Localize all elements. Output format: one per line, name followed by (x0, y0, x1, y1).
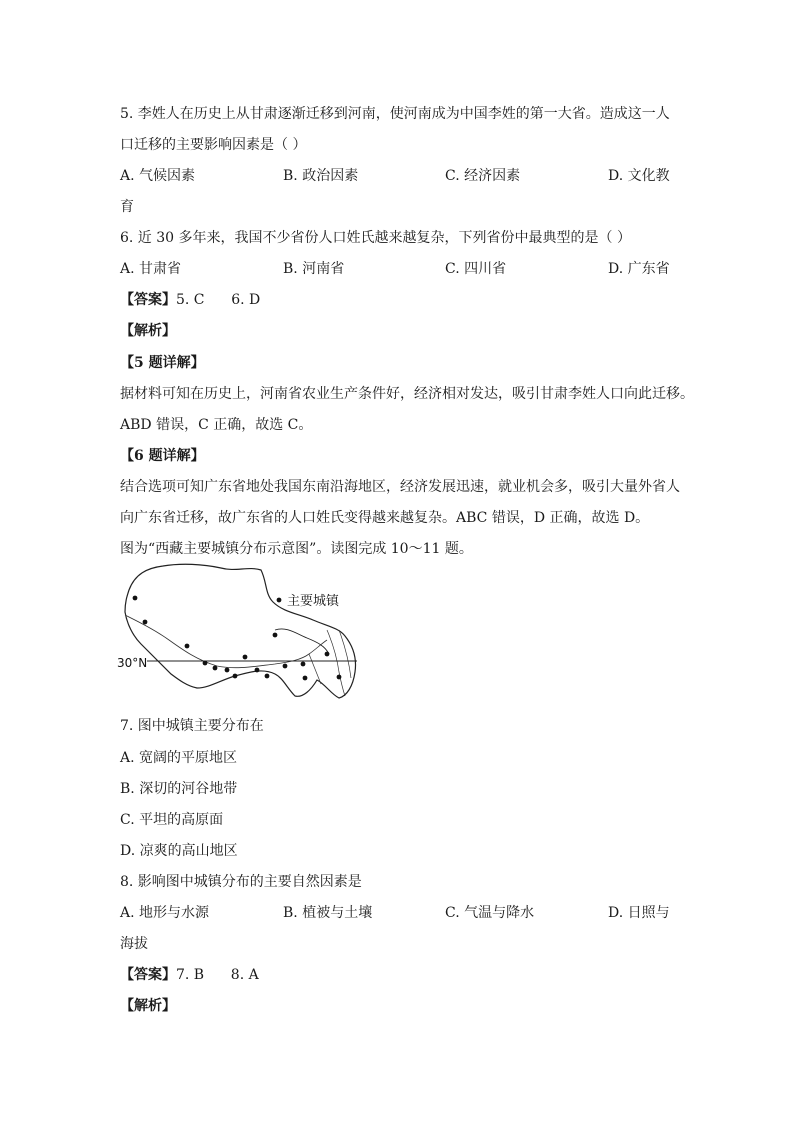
town-dot (133, 596, 138, 601)
q5-option-b: B. 政治因素 (283, 168, 359, 184)
legend-dot-icon (277, 598, 282, 603)
town-dot (255, 668, 260, 673)
q6-option-d: D. 广东省 (608, 261, 670, 277)
q7-option-b: B. 深切的河谷地带 (120, 781, 238, 797)
q5-option-a: A. 气候因素 (120, 168, 196, 184)
q6-option-b: B. 河南省 (283, 261, 345, 277)
q7-option-d: D. 凉爽的高山地区 (120, 843, 238, 859)
detail-5-line1: 据材料可知在历史上，河南省农业生产条件好，经济相对发达，吸引甘肃李姓人口向此迁移。 (120, 386, 694, 402)
q8-stem: 8. 影响图中城镇分布的主要自然因素是 (120, 874, 362, 890)
q8-option-c: C. 气温与降水 (445, 905, 535, 921)
analysis-1-label: 【解析】 (120, 323, 176, 339)
q5-options (120, 166, 680, 186)
town-dot (233, 674, 238, 679)
town-dot (337, 675, 342, 680)
detail-6-line2: 向广东省迁移，故广东省的人口姓氏变得越来越复杂。ABC 错误，D 正确，故选 D。 (120, 510, 650, 526)
detail-6-line1: 结合选项可知广东省地处我国东南沿海地区，经济发展迅速，就业机会多，吸引大量外省人 (120, 479, 680, 495)
q8-option-b: B. 植被与土壤 (283, 905, 373, 921)
q7-option-c: C. 平坦的高原面 (120, 812, 224, 828)
town-dot (265, 674, 270, 679)
q8-options (120, 903, 680, 923)
q7-stem: 7. 图中城镇主要分布在 (120, 718, 264, 734)
detail-6-heading: 【6 题详解】 (120, 448, 205, 464)
river-branch (309, 654, 321, 684)
answer-2-text: 7. B 8. A (176, 967, 259, 983)
town-dot (301, 662, 306, 667)
town-dot (143, 620, 148, 625)
town-dot (225, 668, 230, 673)
q5-option-wrap: 育 (120, 199, 134, 215)
tibet-town-map (117, 560, 362, 708)
q8-option-d: D. 日照与 (608, 905, 670, 921)
answer-2 (120, 965, 259, 985)
river-east-2 (339, 630, 351, 678)
q6-option-a: A. 甘肃省 (120, 261, 182, 277)
tibet-map-svg (117, 560, 362, 708)
region-inner-line (275, 629, 329, 654)
answer-2-label: 【答案】 (120, 967, 176, 983)
town-dot (243, 655, 248, 660)
q6-option-c: C. 四川省 (445, 261, 507, 277)
town-dot (203, 661, 208, 666)
detail-5-line2: ABD 错误，C 正确，故选 C。 (120, 417, 313, 433)
latitude-label: 30°N (117, 656, 148, 670)
tibet-outline (125, 564, 356, 698)
q6-options (120, 259, 680, 279)
town-dot (303, 676, 308, 681)
town-dot (283, 664, 288, 669)
analysis-2-label: 【解析】 (120, 998, 176, 1014)
town-dot (273, 633, 278, 638)
q8-option-wrap: 海拔 (120, 936, 148, 952)
answer-1-text: 5. C 6. D (176, 292, 261, 308)
town-dot (325, 652, 330, 657)
town-dot (213, 666, 218, 671)
legend-label: 主要城镇 (287, 594, 340, 609)
q5-option-d: D. 文化教 (608, 168, 670, 184)
map-intro: 图为“西藏主要城镇分布示意图”。读图完成 10～11 题。 (120, 541, 473, 557)
q5-stem-line2: 口迁移的主要影响因素是（ ） (120, 137, 307, 153)
q8-option-a: A. 地形与水源 (120, 905, 210, 921)
q5-stem-line1: 5. 李姓人在历史上从甘肃逐渐迁移到河南，使河南成为中国李姓的第一大省。造成这一人 (120, 106, 670, 122)
q5-option-c: C. 经济因素 (445, 168, 521, 184)
q6-stem: 6. 近 30 多年来，我国不少省份人口姓氏越来越复杂，下列省份中最典型的是（ ） (120, 230, 631, 246)
town-dot (185, 644, 190, 649)
river-yarlung (125, 615, 327, 668)
q7-option-a: A. 宽阔的平原地区 (120, 750, 238, 766)
answer-1-label: 【答案】 (120, 292, 176, 308)
detail-5-heading: 【5 题详解】 (120, 355, 205, 371)
answer-1 (120, 290, 260, 310)
